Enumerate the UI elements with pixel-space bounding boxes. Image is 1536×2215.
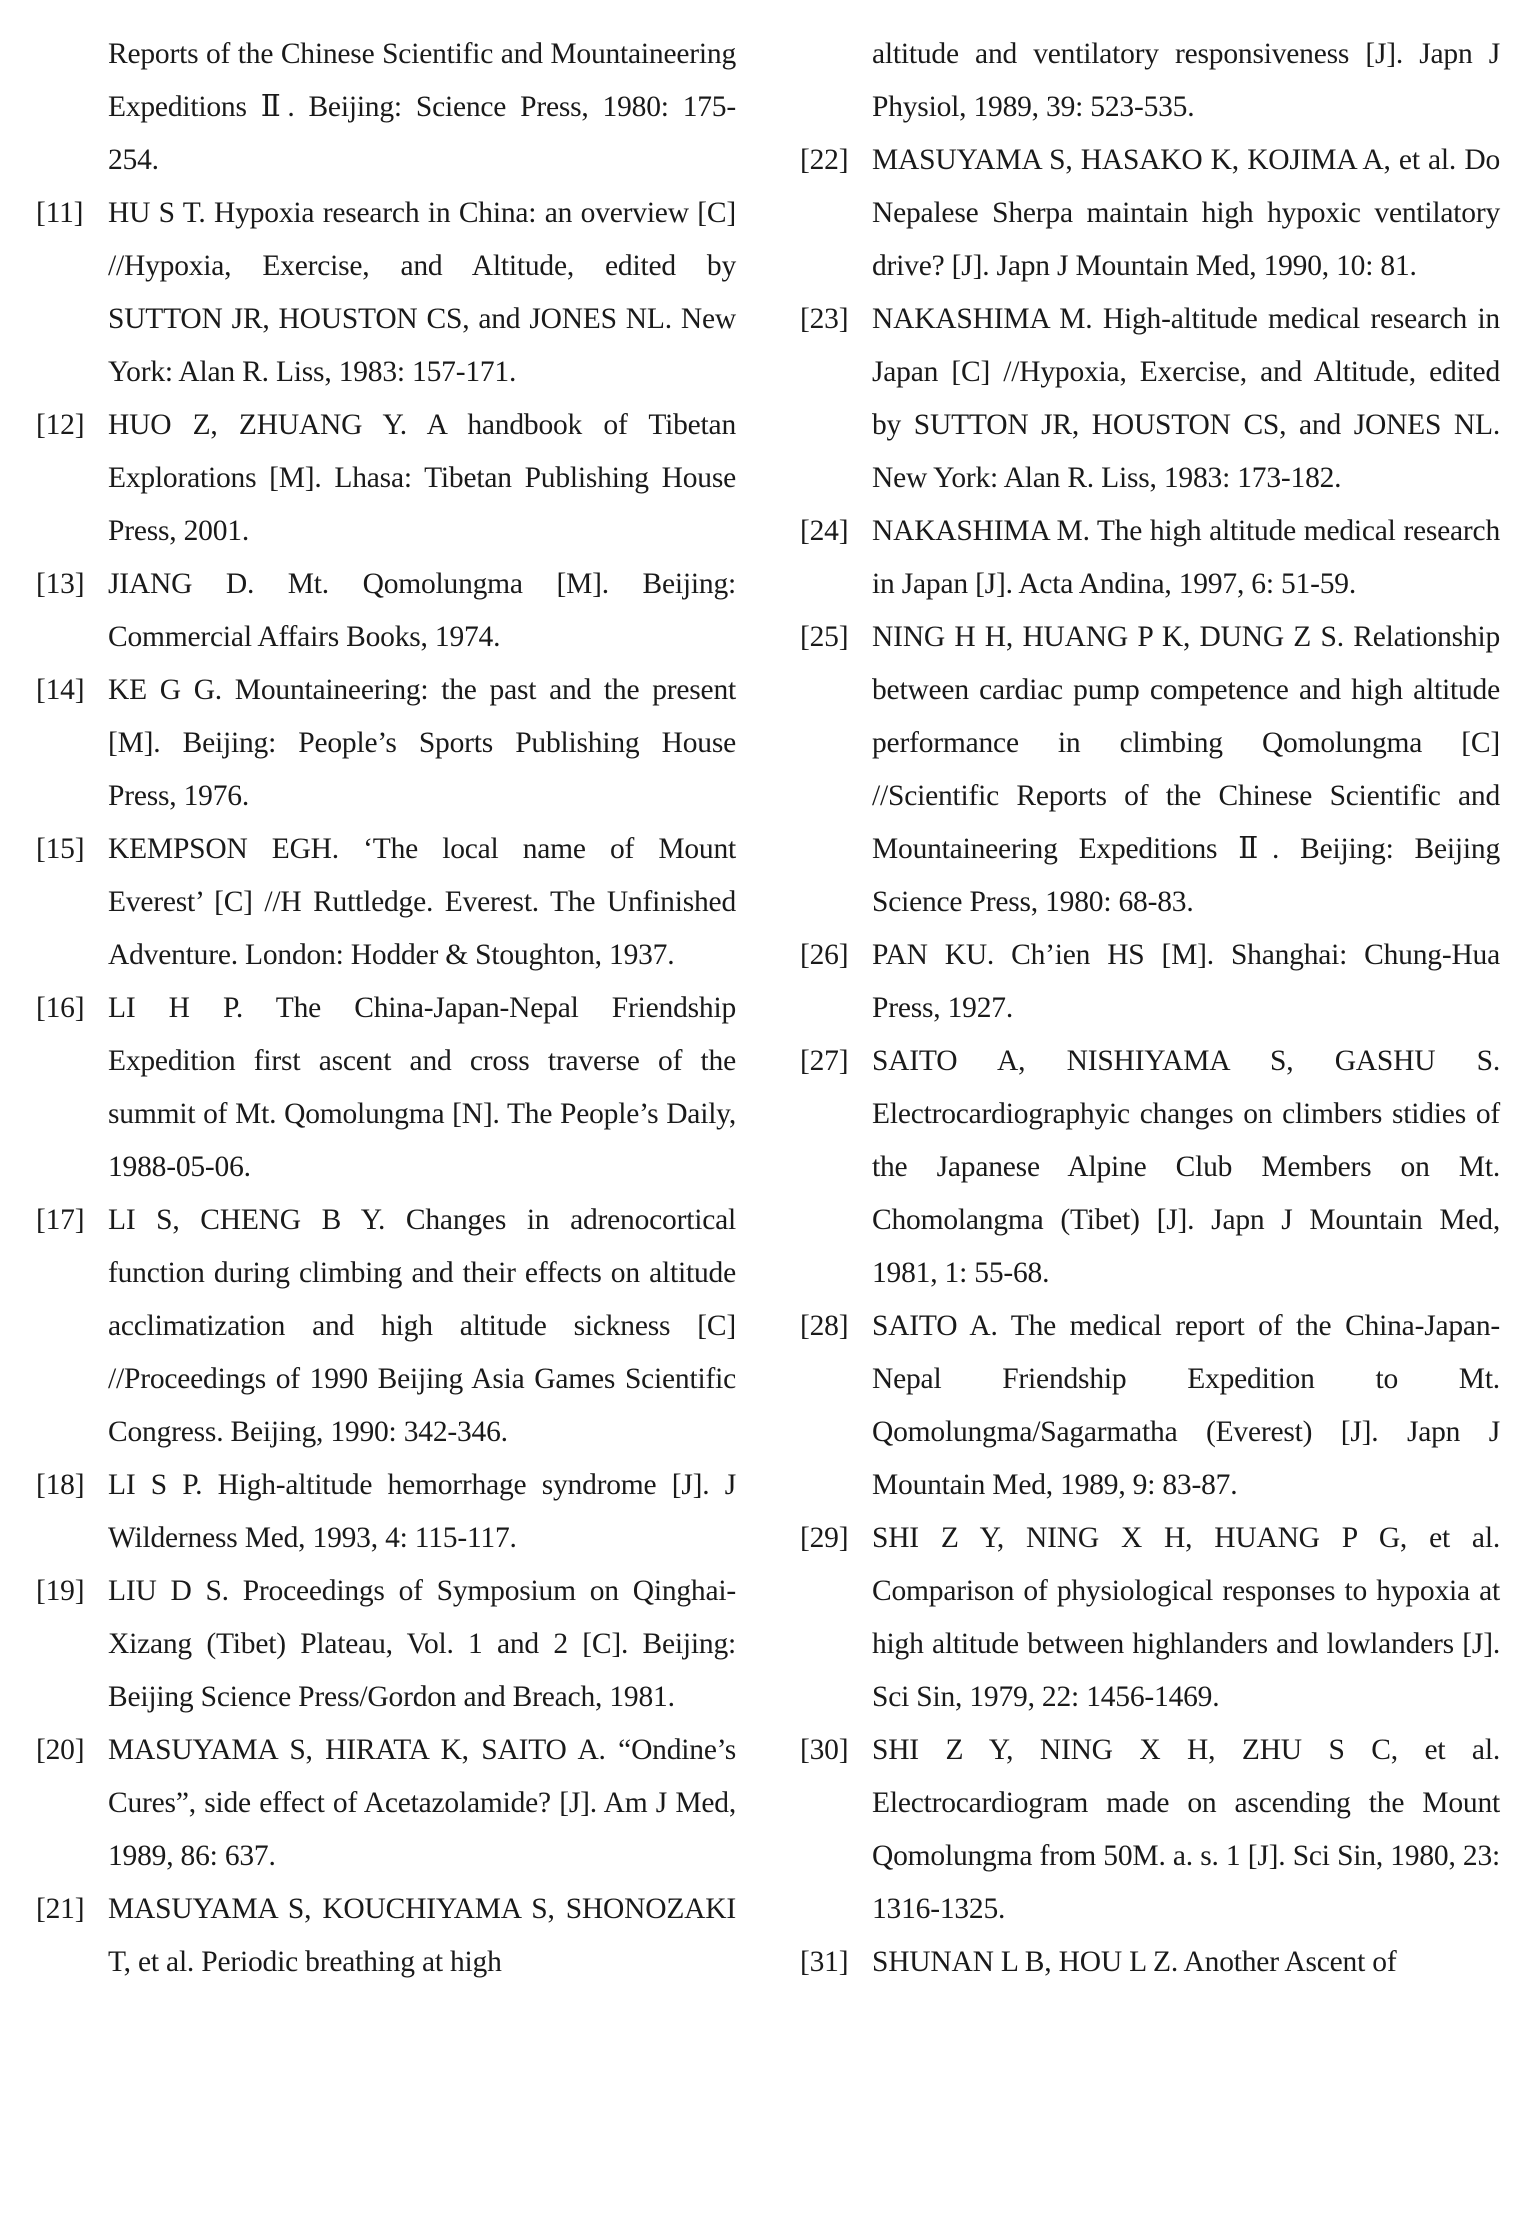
reference-entry bbox=[800, 1300, 1500, 1512]
reference-entry bbox=[36, 982, 736, 1194]
reference-text: SHUNAN L B, HOU L Z. Another Ascent of bbox=[872, 1946, 1397, 1978]
reference-entry bbox=[800, 1724, 1500, 1936]
reference-text: SHI Z Y, NING X H, HUANG P G, et al. Comparison of physiological responses to hypoxia at high altitude between highlanders and lowlanders [J]. Sci Sin, 1979, 22: 1456-1469. bbox=[872, 1522, 1500, 1713]
reference-number: [19] bbox=[36, 1575, 85, 1607]
reference-number: [22] bbox=[800, 144, 849, 176]
reference-number: [13] bbox=[36, 568, 85, 600]
reference-number: [27] bbox=[800, 1045, 849, 1077]
reference-entry bbox=[36, 187, 736, 399]
reference-number: [20] bbox=[36, 1734, 85, 1766]
reference-entry bbox=[36, 664, 736, 823]
reference-text: MASUYAMA S, HASAKO K, KOJIMA A, et al. Do Nepalese Sherpa maintain high hypoxic ventilatory drive? [J]. Japn J Mountain Med, 1990, 10: 81. bbox=[872, 144, 1500, 282]
reference-text: MASUYAMA S, KOUCHIYAMA S, SHONOZAKI T, et al. Periodic breathing at high bbox=[108, 1893, 736, 1978]
reference-text: NAKASHIMA M. High-altitude medical research in Japan [C] //Hypoxia, Exercise, and Altitude, edited by SUTTON JR, HOUSTON CS, and JONES NL. New York: Alan R. Liss, 1983: 173-182. bbox=[872, 303, 1500, 494]
reference-number: [15] bbox=[36, 833, 85, 865]
reference-entry bbox=[800, 929, 1500, 1035]
reference-entry bbox=[800, 1936, 1500, 1989]
reference-column-right bbox=[800, 28, 1500, 1989]
reference-number: [16] bbox=[36, 992, 85, 1024]
reference-text: LIU D S. Proceedings of Symposium on Qinghai-Xizang (Tibet) Plateau, Vol. 1 and 2 [C]. Beijing: Beijing Science Press/Gordon and Breach, 1981. bbox=[108, 1575, 736, 1713]
reference-number: [21] bbox=[36, 1893, 85, 1925]
reference-text: SHI Z Y, NING X H, ZHU S C, et al. Electrocardiogram made on ascending the Mount Qomolungma from 50M. a. s. 1 [J]. Sci Sin, 1980, 23: 1316-1325. bbox=[872, 1734, 1500, 1925]
reference-number: [12] bbox=[36, 409, 85, 441]
reference-text: SAITO A. The medical report of the China-Japan-Nepal Friendship Expedition to Mt. Qomolungma/Sagarmatha (Everest) [J]. Japn J Mountain Med, 1989, 9: 83-87. bbox=[872, 1310, 1500, 1501]
reference-number: [24] bbox=[800, 515, 849, 547]
reference-entry bbox=[800, 134, 1500, 293]
reference-column-left bbox=[36, 28, 736, 1989]
reference-entry bbox=[36, 399, 736, 558]
reference-number: [28] bbox=[800, 1310, 849, 1342]
reference-entry bbox=[36, 1194, 736, 1459]
reference-text: KEMPSON EGH. ‘The local name of Mount Everest’ [C] //H Ruttledge. Everest. The Unfinished Adventure. London: Hodder & Stoughton, 1937. bbox=[108, 833, 736, 971]
reference-text: altitude and ventilatory responsiveness [J]. Japn J Physiol, 1989, 39: 523-535. bbox=[872, 38, 1500, 123]
reference-entry bbox=[800, 293, 1500, 505]
reference-number: [29] bbox=[800, 1522, 849, 1554]
reference-entry bbox=[36, 1565, 736, 1724]
reference-entry bbox=[36, 823, 736, 982]
reference-text: NING H H, HUANG P K, DUNG Z S. Relationship between cardiac pump competence and high altitude performance in climbing Qomolungma [C] //Scientific Reports of the Chinese Scientific and Mountaineering Expeditions Ⅱ. Beijing: Beijing Science Press, 1980: 68-83. bbox=[872, 621, 1500, 918]
reference-number: [17] bbox=[36, 1204, 85, 1236]
reference-number: [11] bbox=[36, 197, 84, 229]
reference-text: PAN KU. Ch’ien HS [M]. Shanghai: Chung-Hua Press, 1927. bbox=[872, 939, 1500, 1024]
reference-number: [30] bbox=[800, 1734, 849, 1766]
reference-text: NAKASHIMA M. The high altitude medical research in Japan [J]. Acta Andina, 1997, 6: 51-59. bbox=[872, 515, 1500, 600]
reference-number: [23] bbox=[800, 303, 849, 335]
reference-entry bbox=[800, 28, 1500, 134]
reference-text: HUO Z, ZHUANG Y. A handbook of Tibetan Explorations [M]. Lhasa: Tibetan Publishing House Press, 2001. bbox=[108, 409, 736, 547]
reference-entry bbox=[800, 611, 1500, 929]
reference-entry bbox=[36, 28, 736, 187]
reference-text: KE G G. Mountaineering: the past and the present [M]. Beijing: People’s Sports Publishing House Press, 1976. bbox=[108, 674, 736, 812]
reference-text: Reports of the Chinese Scientific and Mountaineering Expeditions Ⅱ. Beijing: Science Press, 1980: 175-254. bbox=[108, 38, 736, 176]
reference-number: [18] bbox=[36, 1469, 85, 1501]
reference-entry bbox=[800, 1512, 1500, 1724]
reference-number: [25] bbox=[800, 621, 849, 653]
reference-text: HU S T. Hypoxia research in China: an overview [C] //Hypoxia, Exercise, and Altitude, edited by SUTTON JR, HOUSTON CS, and JONES NL. New York: Alan R. Liss, 1983: 157-171. bbox=[108, 197, 736, 388]
reference-entry bbox=[36, 1724, 736, 1883]
reference-text: MASUYAMA S, HIRATA K, SAITO A. “Ondine’s Cures”, side effect of Acetazolamide? [J]. Am J Med, 1989, 86: 637. bbox=[108, 1734, 736, 1872]
reference-text: JIANG D. Mt. Qomolungma [M]. Beijing: Commercial Affairs Books, 1974. bbox=[108, 568, 736, 653]
reference-text: LI S, CHENG B Y. Changes in adrenocortical function during climbing and their effects on altitude acclimatization and high altitude sickness [C] //Proceedings of 1990 Beijing Asia Games Scientific Congress. Beijing, 1990: 342-346. bbox=[108, 1204, 736, 1448]
reference-number: [26] bbox=[800, 939, 849, 971]
reference-number: [31] bbox=[800, 1946, 849, 1978]
reference-text: LI H P. The China-Japan-Nepal Friendship Expedition first ascent and cross traverse of the summit of Mt. Qomolungma [N]. The People’s Daily, 1988-05-06. bbox=[108, 992, 736, 1183]
reference-text: LI S P. High-altitude hemorrhage syndrome [J]. J Wilderness Med, 1993, 4: 115-117. bbox=[108, 1469, 736, 1554]
reference-entry bbox=[36, 1883, 736, 1989]
reference-number: [14] bbox=[36, 674, 85, 706]
reference-entry bbox=[800, 1035, 1500, 1300]
reference-text: SAITO A, NISHIYAMA S, GASHU S. Electrocardiographyic changes on climbers stidies of the Japanese Alpine Club Members on Mt. Chomolangma (Tibet) [J]. Japn J Mountain Med, 1981, 1: 55-68. bbox=[872, 1045, 1500, 1289]
reference-entry bbox=[36, 1459, 736, 1565]
reference-entry bbox=[800, 505, 1500, 611]
reference-entry bbox=[36, 558, 736, 664]
